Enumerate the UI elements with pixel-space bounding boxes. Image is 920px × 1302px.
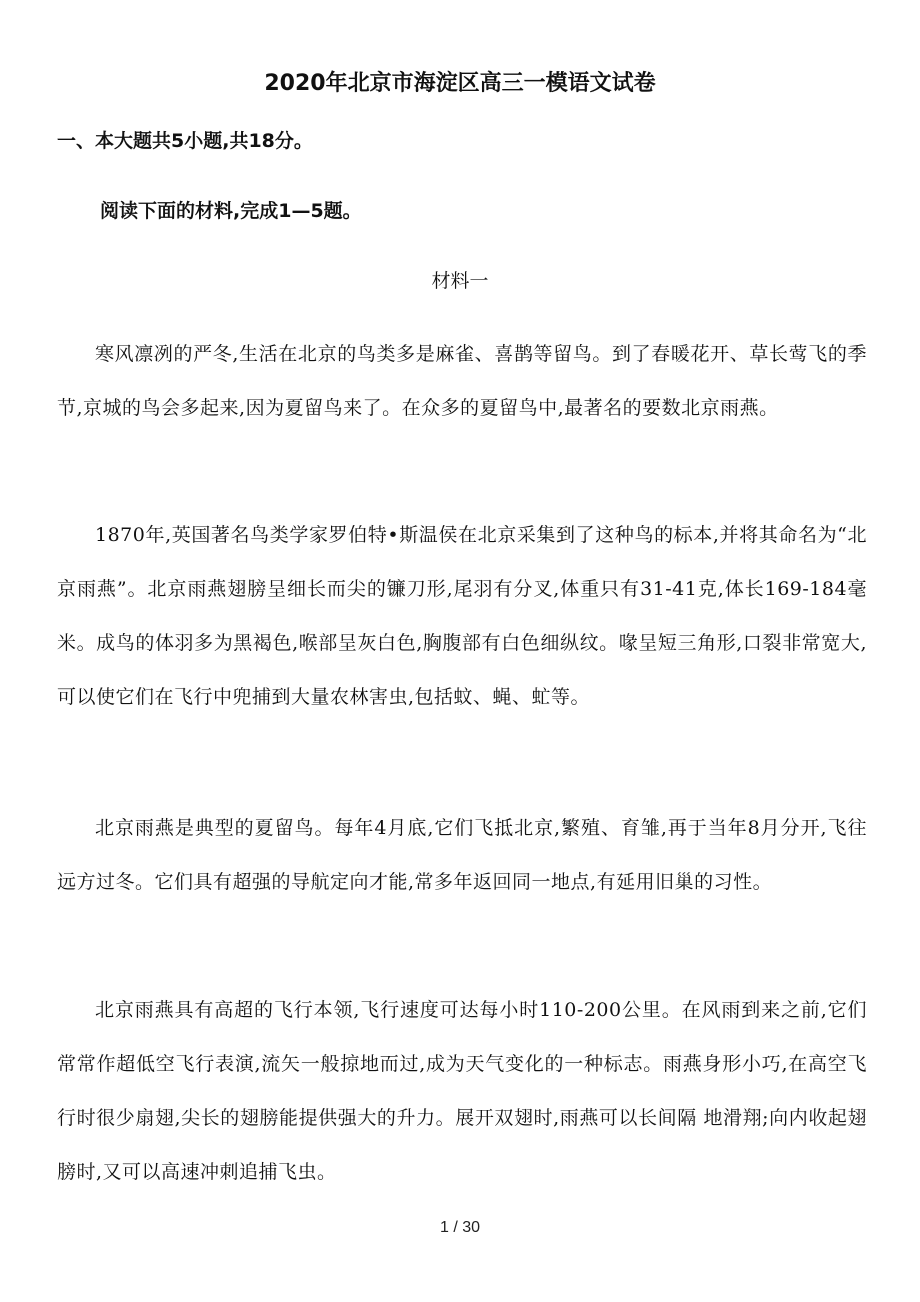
paragraph: 寒风凛冽的严冬,生活在北京的鸟类多是麻雀、喜鹊等留鸟。到了春暖花开、草长莺飞的季节,京城的鸟会多起来,因为夏留鸟来了。在众多的夏留鸟中,最著名的要数北京雨燕。: [57, 343, 867, 419]
paragraph: 北京雨燕具有高超的飞行本领,飞行速度可达每小时110-200公里。在风雨到来之前,它们常常作超低空飞行表演,流矢一般掠地而过,成为天气变化的一种标志。雨燕身形小巧,在高空飞行时很少扇翅,尖长的翅膀能提供强大的升力。展开双翅时,雨燕可以长间隔 地滑翔;向内收起翅膀时,又可以高速冲刺追捕飞虫。: [57, 999, 867, 1183]
reading-instruction: 阅读下面的材料,完成1—5题。: [100, 200, 362, 222]
material-title: 材料一: [431, 270, 489, 292]
exam-title: 2020年北京市海淀区高三一模语文试卷: [264, 71, 656, 96]
paragraph: 北京雨燕是典型的夏留鸟。每年4月底,它们飞抵北京,繁殖、育雏,再于当年8月分开,飞往远方过冬。它们具有超强的导航定向才能,常多年返回同一地点,有延用旧巢的习性。: [57, 817, 867, 893]
section-heading: 一、本大题共5小题,共18分。: [57, 130, 313, 152]
page-number: 1 / 30: [439, 1219, 481, 1236]
paragraph: 1870年,英国著名鸟类学家罗伯特•斯温侯在北京采集到了这种鸟的标本,并将其命名为“北京雨燕”。北京雨燕翅膀呈细长而尖的镰刀形,尾羽有分叉,体重只有31-41克,体长169-184毫米。成鸟的体羽多为黑褐色,喉部呈灰白色,胸腹部有白色细纵纹。喙呈短三角形,口裂非常宽大,可以使它们在飞行中兜捕到大量农林害虫,包括蚊、蝇、虻等。: [57, 524, 867, 708]
